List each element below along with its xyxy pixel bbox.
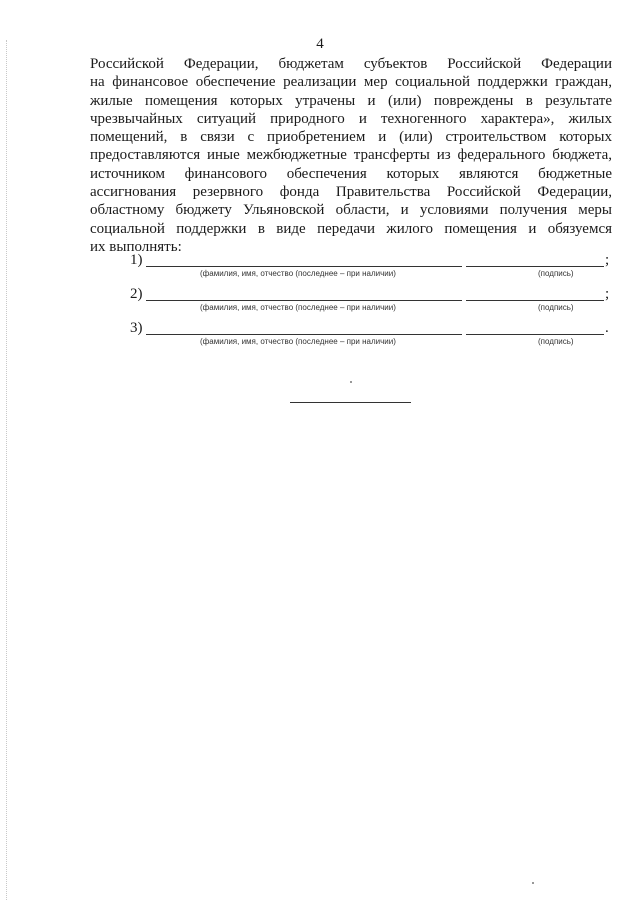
name-fill-line[interactable] [146,334,462,335]
sign-caption: (подпись) [538,337,574,346]
paragraph-line: на финансовое обеспечение реализации мер социальной поддержки граждан, [90,74,612,91]
name-fill-line[interactable] [146,266,462,267]
signature-fill-line[interactable] [466,334,604,335]
signature-number: 2) [130,286,143,302]
signature-fill-line[interactable] [466,300,604,301]
name-caption: (фамилия, имя, отчество (последнее – при наличии) [200,303,396,312]
signature-end-mark: ; [605,286,610,302]
paragraph-line: их выполнять: [90,238,182,255]
scan-speck [350,381,352,383]
signature-row-1 [130,252,610,282]
body-paragraph [90,55,612,256]
document-end-rule [290,402,411,403]
signature-row-2 [130,286,610,316]
paragraph-line: источником финансового обеспечения которых являются бюджетные [90,165,612,182]
paragraph-line: жилые помещения которых утрачены и (или) повреждены в результате [90,92,612,109]
paragraph-line: областному бюджету Ульяновской области, и условиями получения меры [90,202,612,219]
paragraph-line: помещений, в связи с приобретением и (или) строительством которых [90,129,612,146]
signature-row-3 [130,320,610,350]
signature-end-mark: ; [605,252,610,268]
name-caption: (фамилия, имя, отчество (последнее – при наличии) [200,269,396,278]
sign-caption: (подпись) [538,303,574,312]
paragraph-line: чрезвычайных ситуаций природного и техногенного характера», жилых [90,110,612,127]
signature-number: 3) [130,320,143,336]
signature-end-mark: . [605,320,609,336]
signature-number: 1) [130,252,143,268]
name-fill-line[interactable] [146,300,462,301]
paragraph-line: ассигнования резервного фонда Правительства Российской Федерации, [90,184,612,201]
signature-fill-line[interactable] [466,266,604,267]
paragraph-line: предоставляются иные межбюджетные трансферты из федерального бюджета, [90,147,612,164]
scan-edge-artifact [6,40,8,900]
paragraph-line: социальной поддержки в виде передачи жилого помещения и обязуемся [90,220,612,237]
paragraph-line: Российской Федерации, бюджетам субъектов Российской Федерации [90,56,612,72]
page-number: 4 [316,36,324,52]
sign-caption: (подпись) [538,269,574,278]
name-caption: (фамилия, имя, отчество (последнее – при наличии) [200,337,396,346]
scan-speck [532,882,534,884]
